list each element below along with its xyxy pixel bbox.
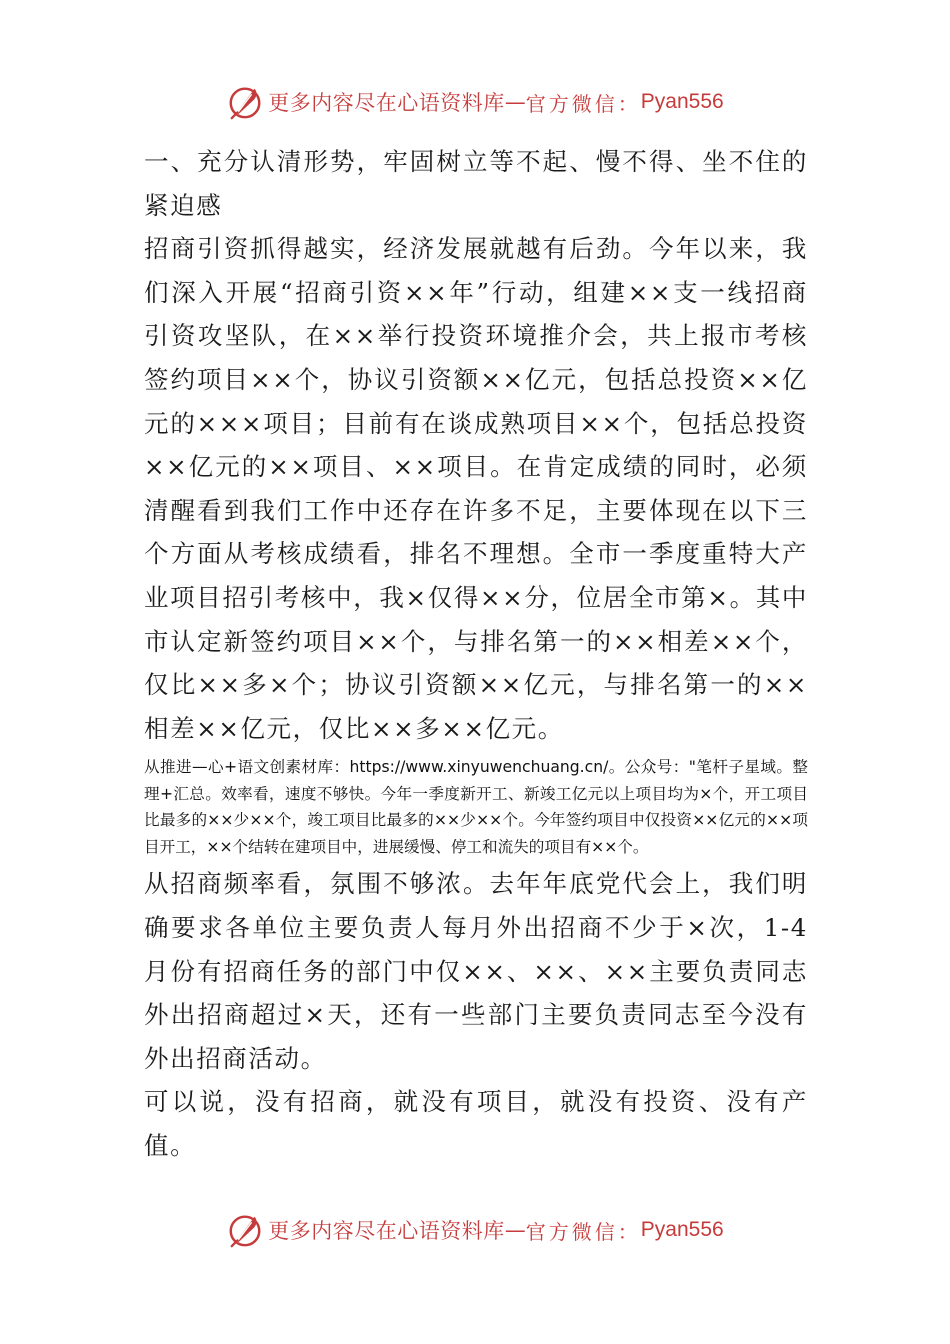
paragraph-conclusion: 可以说，没有招商，就没有项目，就没有投资、没有产值。 <box>144 1087 808 1160</box>
banner-official-label: 官方微信： <box>525 91 641 116</box>
banner-separator: — <box>504 1218 526 1242</box>
quill-logo-icon <box>226 1211 264 1249</box>
banner-slogan: 更多内容尽在心语资料库 <box>268 91 505 115</box>
banner-slogan: 更多内容尽在心语资料库 <box>268 1219 505 1243</box>
banner-wechat-id: Pyan556 <box>640 1218 724 1241</box>
paragraph-efficiency-note: 从推进—心+语文创素材库：https://www.xinyuwenchuang.cn/。公众号："笔杆子星域。整理+汇总。效率看，速度不够快。今年一季度新开工、新竣工亿元以上项目均为×个，开工项目比最多的××少××个，竣工项目比最多的××少××个。今年签约项目中仅投资××亿元的××项目开工，××个结转在建项目中，进展缓慢、停工和流失的项目有××个。 <box>144 758 808 856</box>
banner-wechat-id: Pyan556 <box>640 90 724 113</box>
header-banner <box>0 82 950 122</box>
quill-logo-icon <box>226 83 264 121</box>
banner-separator: — <box>504 90 526 114</box>
section-heading: 一、充分认清形势，牢固树立等不起、慢不得、坐不住的紧迫感 <box>144 147 808 220</box>
banner-official-label: 官方微信： <box>525 1219 641 1244</box>
paragraph-investment-frequency: 从招商频率看，氛围不够浓。去年年底党代会上，我们明确要求各单位主要负责人每月外出招商不少于×次，1-4月份有招商任务的部门中仅××、××、××主要负责同志外出招商超过×天，还有一些部门主要负责同志至今没有外出招商活动。 <box>144 869 808 1073</box>
footer-banner <box>0 1210 950 1250</box>
document-body <box>144 140 808 1167</box>
paragraph-investment-results: 招商引资抓得越实，经济发展就越有后劲。今年以来，我们深入开展“招商引资××年”行动，组建××支一线招商引资攻坚队，在××举行投资环境推介会，共上报市考核签约项目××个，协议引资额××亿元，包括总投资××亿元的×××项目；目前有在谈成熟项目××个，包括总投资××亿元的××项目、××项目。在肯定成绩的同时，必须清醒看到我们工作中还存在许多不足，主要体现在以下三个方面从考核成绩看，排名不理想。全市一季度重特大产业项目招引考核中，我×仅得××分，位居全市第×。其中市认定新签约项目××个，与排名第一的××相差××个，仅比××多×个；协议引资额××亿元，与排名第一的××相差××亿元，仅比××多××亿元。 <box>144 234 808 743</box>
